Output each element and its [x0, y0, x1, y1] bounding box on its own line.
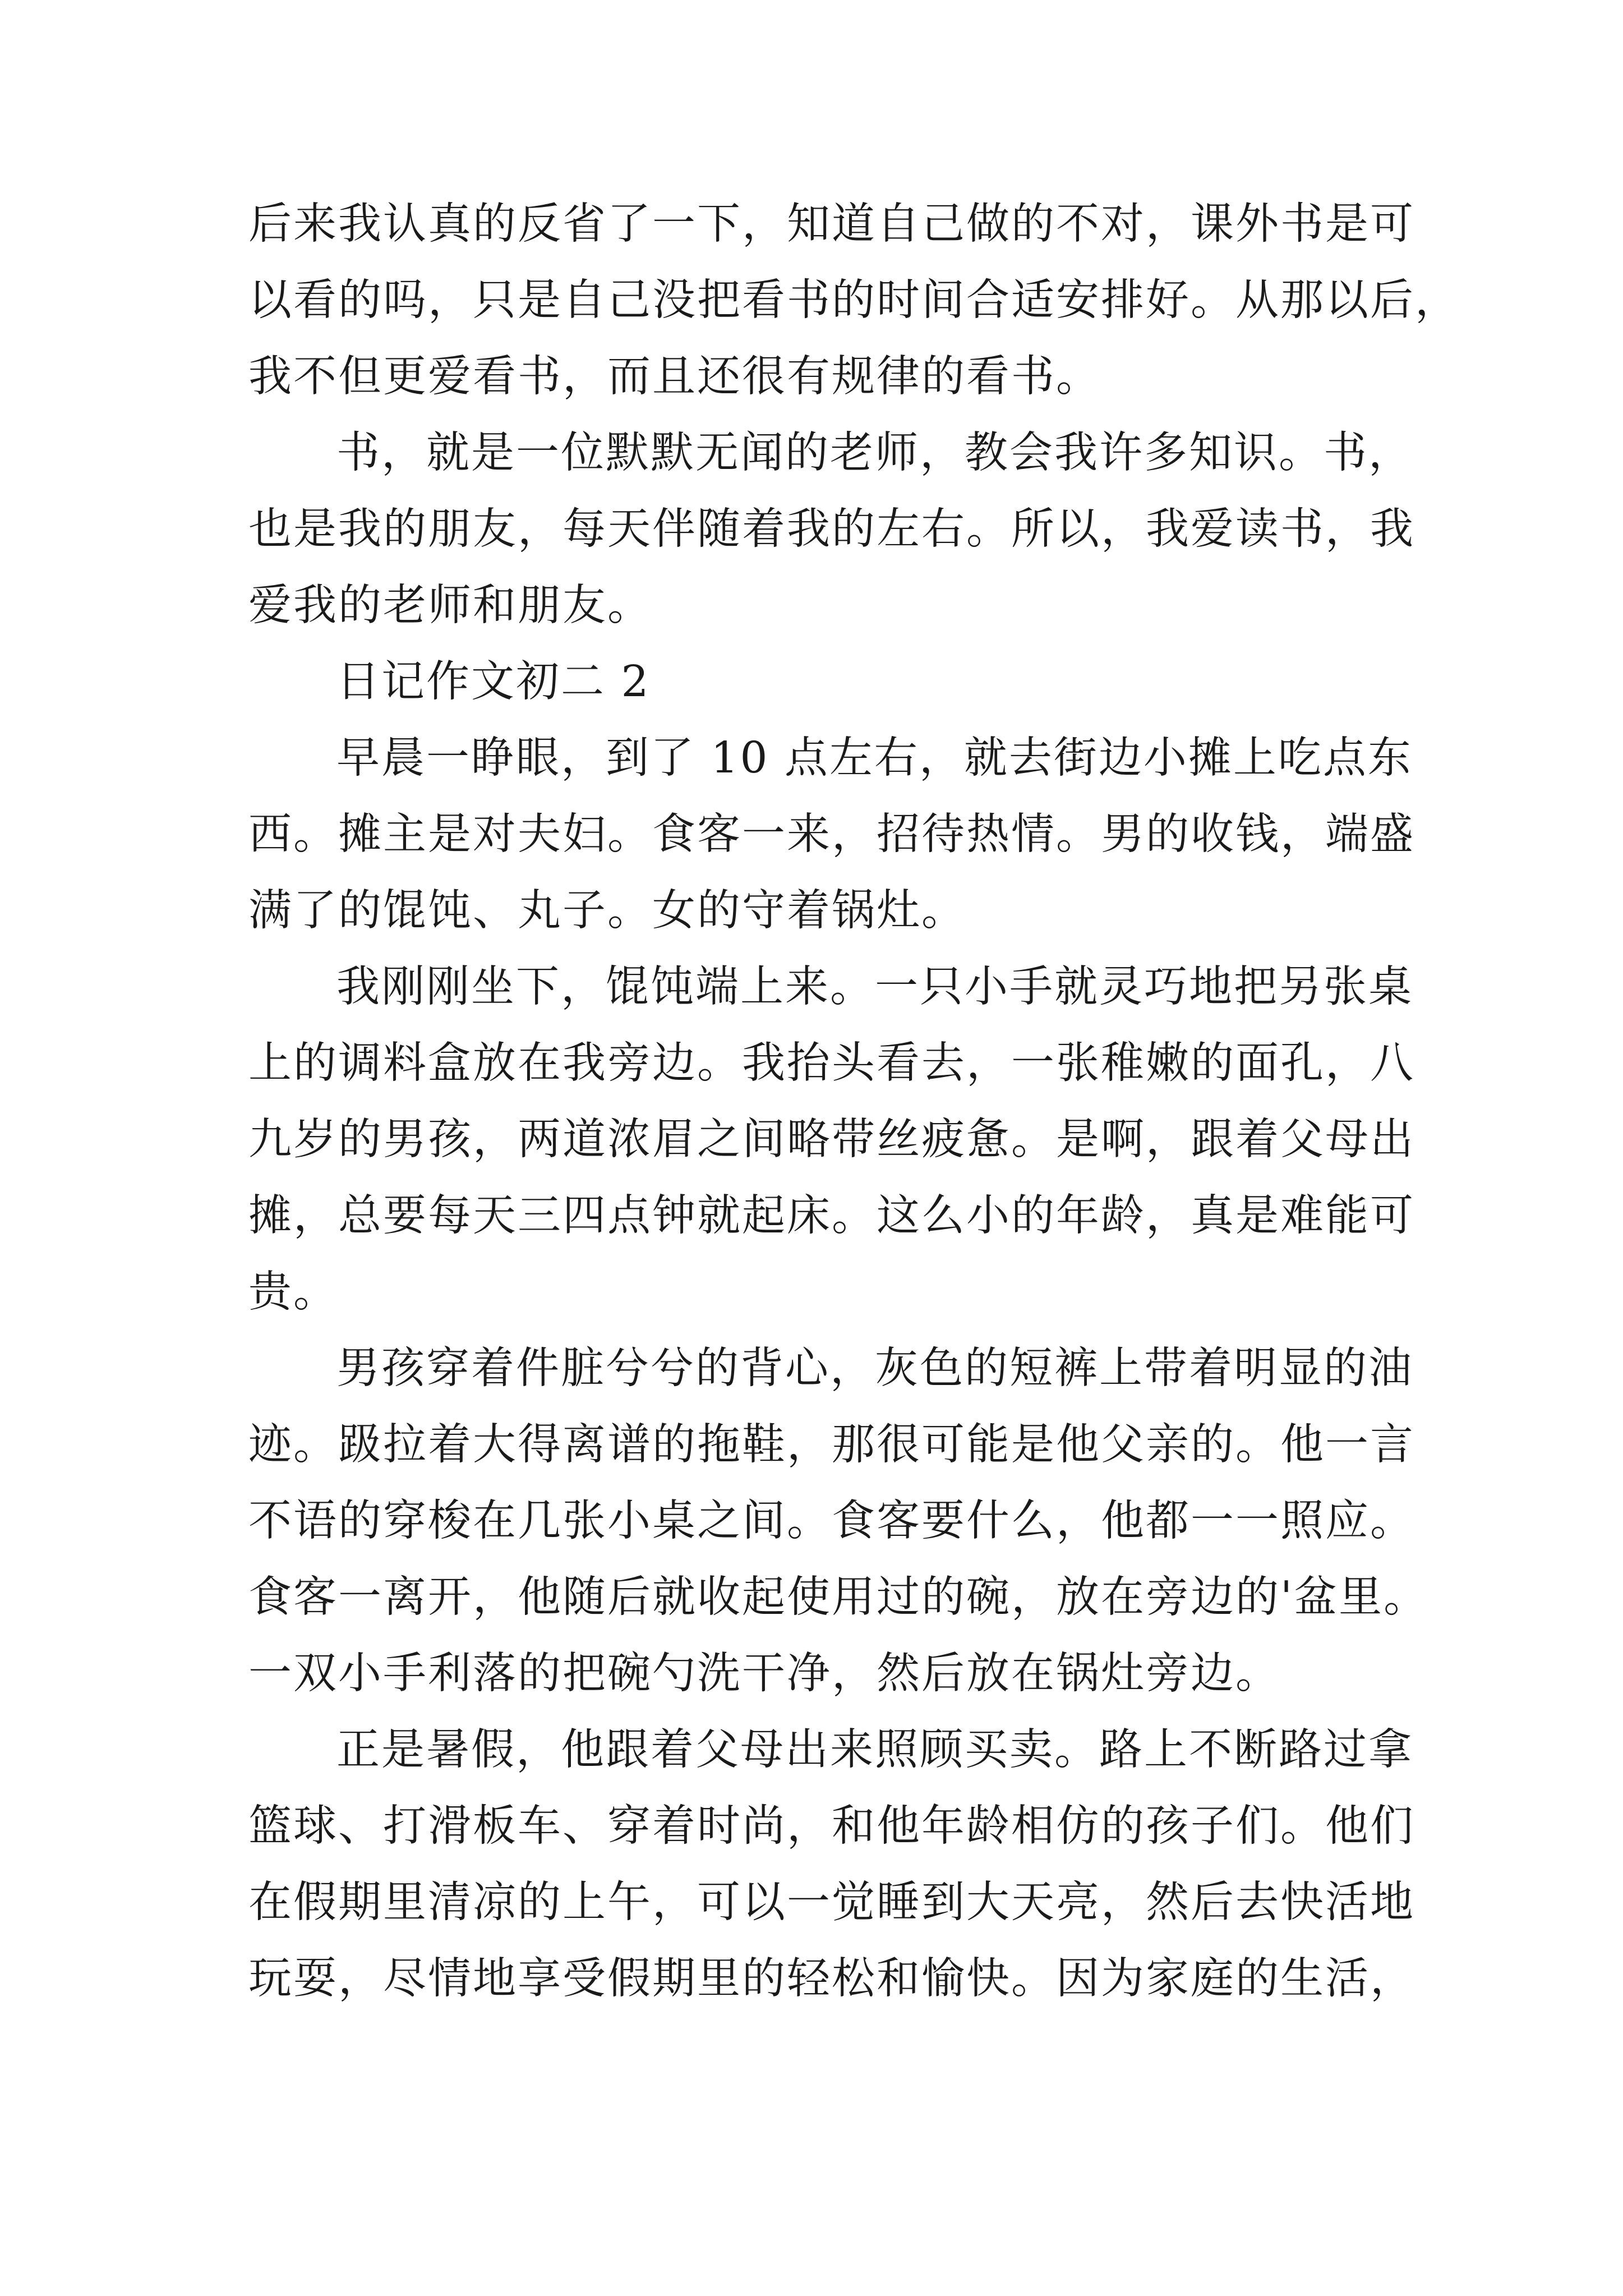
paragraph: [248, 720, 1415, 949]
text-line: 爱我的老师和朋友。: [248, 581, 652, 631]
text-line: 后来我认真的反省了一下，知道自己做的不对，课外书是可: [248, 199, 1415, 249]
paragraph: [248, 186, 1460, 415]
paragraph: [248, 1331, 1429, 1712]
text-line: 九岁的男孩，两道浓眉之间略带丝疲惫。是啊，跟着父母出: [248, 1115, 1415, 1165]
text-line: 贵。: [248, 1267, 338, 1317]
text-line: 以看的吗，只是自己没把看书的时间合适安排好。从那以后，: [248, 275, 1460, 325]
text-line: 书，就是一位默默无闻的老师，教会我许多知识。书，: [336, 428, 1413, 478]
text-line: 上的调料盒放在我旁边。我抬头看去，一张稚嫩的面孔，八: [248, 1038, 1415, 1088]
paragraph: [248, 415, 1415, 644]
heading-text: 日记作文初二 2: [336, 657, 651, 707]
text-line: 一双小手利落的把碗勺洗干净，然后放在锅灶旁边。: [248, 1649, 1280, 1699]
text-line: 西。摊主是对夫妇。食客一来，招待热情。男的收钱，端盛: [248, 809, 1415, 859]
paragraph: [248, 949, 1415, 1331]
text-line: 摊，总要每天三四点钟就起床。这么小的年龄，真是难能可: [248, 1191, 1415, 1241]
text-line: 我刚刚坐下，馄饨端上来。一只小手就灵巧地把另张桌: [336, 962, 1413, 1012]
text-line: 也是我的朋友，每天伴随着我的左右。所以，我爱读书，我: [248, 504, 1415, 554]
document-body: [248, 186, 1460, 2017]
text-line: 男孩穿着件脏兮兮的背心，灰色的短裤上带着明显的油: [336, 1343, 1413, 1393]
text-line: 早晨一睁眼，到了 10 点左右，就去街边小摊上吃点东: [336, 733, 1413, 783]
text-line: 在假期里清凉的上午，可以一觉睡到大天亮，然后去快活地: [248, 1878, 1415, 1927]
section-heading: [248, 644, 1387, 720]
text-line: 篮球、打滑板车、穿着时尚，和他年龄相仿的孩子们。他们: [248, 1801, 1415, 1851]
text-line: 迹。趿拉着大得离谱的拖鞋，那很可能是他父亲的。他一言: [248, 1420, 1415, 1470]
text-line: 我不但更爱看书，而且还很有规律的看书。: [248, 352, 1101, 402]
paragraph: [248, 1712, 1415, 2017]
text-line: 食客一离开，他随后就收起使用过的碗，放在旁边的'盆里。: [248, 1572, 1429, 1622]
text-line: 玩耍，尽情地享受假期里的轻松和愉快。因为家庭的生活，: [248, 1954, 1415, 2004]
text-line: 正是暑假，他跟着父母出来照顾买卖。路上不断路过拿: [336, 1725, 1413, 1775]
text-line: 不语的穿梭在几张小桌之间。食客要什么，他都一一照应。: [248, 1496, 1415, 1546]
text-line: 满了的馄饨、丸子。女的守着锅灶。: [248, 886, 966, 936]
